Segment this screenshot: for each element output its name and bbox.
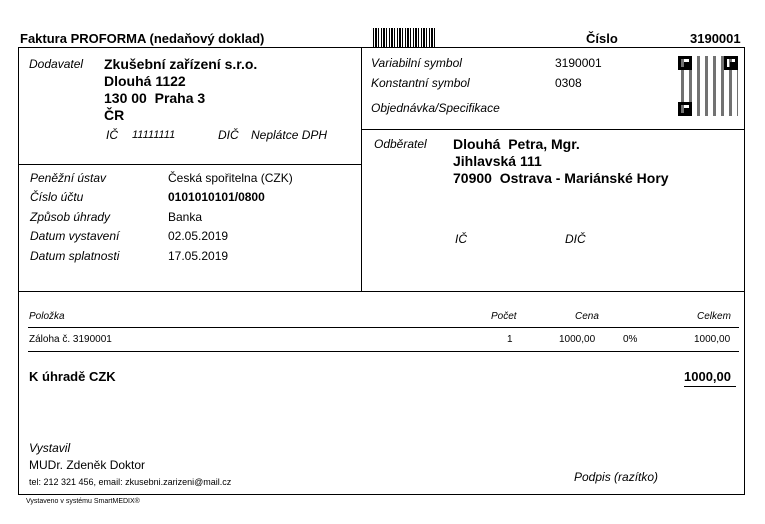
- supplier-ic-label: IČ: [106, 128, 118, 142]
- document-title: Faktura PROFORMA (nedaňový doklad): [20, 31, 265, 46]
- item-name: Záloha č. 3190001: [29, 334, 112, 345]
- divider-item-header: [28, 327, 739, 328]
- payment-row-value: 02.05.2019: [168, 229, 229, 243]
- item-total: 1000,00: [694, 334, 731, 345]
- customer-ic-label: IČ: [455, 232, 467, 246]
- payment-row-label: Peněžní ústav: [30, 171, 107, 185]
- issuer-label: Vystavil: [29, 441, 71, 455]
- column-header-total: Celkem: [697, 311, 731, 322]
- invoice-number-value: 3190001: [690, 31, 741, 46]
- divider-payment: [18, 164, 362, 165]
- customer-dic-label: DIČ: [565, 232, 586, 246]
- amount-due-label: K úhradě CZK: [29, 369, 116, 384]
- divider-symbols: [361, 129, 745, 130]
- customer-street: Jihlavská 111: [453, 153, 542, 169]
- payment-row-label: Číslo účtu: [30, 190, 84, 204]
- issuer-name: MUDr. Zdeněk Doktor: [29, 458, 146, 472]
- payment-row-value: Banka: [168, 210, 203, 224]
- payment-row-label: Datum splatnosti: [30, 249, 120, 263]
- column-header-count: Počet: [491, 311, 517, 322]
- barcode-image: [373, 28, 435, 48]
- payment-row-value: 17.05.2019: [168, 249, 229, 263]
- amount-due-value: 1000,00: [684, 369, 731, 384]
- column-header-item: Položka: [29, 311, 65, 322]
- payment-row-label: Způsob úhrady: [30, 210, 111, 224]
- supplier-ic-value: 11111111: [132, 129, 176, 141]
- amount-due-underline: [684, 386, 736, 387]
- item-vat: 0%: [623, 334, 638, 345]
- payment-row-value: Česká spořitelna (CZK): [168, 171, 293, 185]
- signature-label: Podpis (razítko): [574, 470, 659, 484]
- divider-items: [18, 291, 745, 292]
- supplier-dic-value: Neplátce DPH: [251, 128, 328, 142]
- invoice-number-label: Číslo: [586, 31, 618, 46]
- constant-symbol-label: Konstantní symbol: [371, 76, 470, 90]
- payment-row-value: 0101010101/0800: [168, 190, 265, 204]
- payment-row-label: Datum vystavení: [30, 229, 120, 243]
- column-header-price: Cena: [575, 311, 599, 322]
- issuer-contact: tel: 212 321 456, email: zkusebni.zarizeni@mail.cz: [29, 477, 232, 487]
- supplier-name: Zkušební zařízení s.r.o.: [104, 56, 258, 72]
- customer-name: Dlouhá Petra, Mgr.: [453, 136, 580, 152]
- system-footer-note: Vystaveno v systému SmartMEDIX®: [26, 498, 140, 505]
- supplier-label: Dodavatel: [29, 57, 84, 71]
- supplier-city: 130 00 Praha 3: [104, 90, 206, 106]
- divider-item-rows: [28, 351, 739, 352]
- customer-label: Odběratel: [374, 137, 427, 151]
- supplier-country: ČR: [104, 107, 125, 123]
- item-price: 1000,00: [559, 334, 596, 345]
- order-spec-label: Objednávka/Specifikace: [371, 101, 500, 115]
- variable-symbol-label: Variabilní symbol: [371, 56, 462, 70]
- constant-symbol-value: 0308: [555, 76, 582, 90]
- variable-symbol-value: 3190001: [555, 56, 602, 70]
- divider-vertical: [361, 47, 362, 292]
- supplier-street: Dlouhá 1122: [104, 73, 186, 89]
- item-count: 1: [507, 334, 513, 345]
- supplier-dic-label: DIČ: [218, 128, 239, 142]
- qr-code-image: [678, 56, 738, 116]
- customer-city: 70900 Ostrava - Mariánské Hory: [453, 170, 669, 186]
